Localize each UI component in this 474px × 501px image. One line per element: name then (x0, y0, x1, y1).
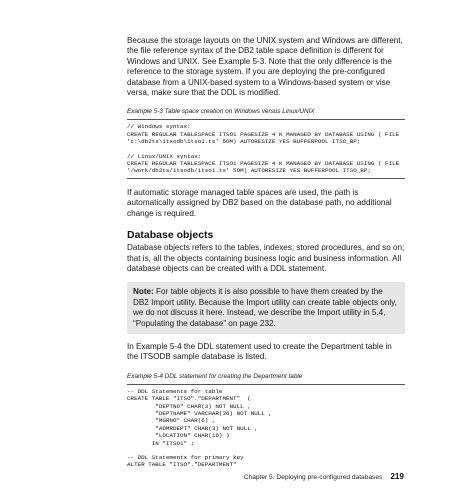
ddl-table-comment: -- DDL Statements for table (127, 387, 223, 395)
note-label: Note: (133, 287, 154, 297)
automatic-storage-paragraph: If automatic storage managed table spaces are used, the path is automatically assigned by DB2 based on the database path, no additional change is required. (127, 187, 392, 218)
ddl-primary-key-comment: -- DDL Statements for primary key (127, 454, 244, 461)
note-box (127, 282, 405, 334)
windows-syntax-code: // Windows syntax: CREATE REGULAR TABLESPACE ITSO1 PAGESIZE 4 K MANAGED BY DATABASE USING ( FILE 'c:\db2ts\itsodb\itso1.ts' 5OM) AUTORESIZE YES BUFFERPOOL ITSO_BP; (127, 123, 400, 146)
create-table-code: CREATE TABLE "ITSO"."DEPARTMENT" ( "DEPTNO" CHAR(3) NOT NULL , "DEPTNAME" VARCHAR(36) NOT NULL , "MGRNO" CHAR(6) , "ADMRDEPT" CHAR(3) NOT NULL , "LOCATION" CHAR(16) ) IN "ITSO1" ; (127, 395, 272, 447)
example-5-3-caption: Example 5-3 Table space creation on Windows versus Linux/UNIX (127, 108, 315, 116)
page-number: 219 (390, 472, 404, 481)
note-text: For table objects it is also possible to have them created by the DB2 Import utility. Because the Import utility can create table objects only, we do not discuss it here. Instead, we describe the Import utility in 5.4, “Populating the database” on page 232. (133, 287, 397, 328)
example-5-4-caption: Example 5-4 DDL statement for creating the Department table (127, 372, 303, 380)
unix-syntax-code: // Linux/UNIX syntax: CREATE REGULAR TABLESPACE ITSO1 PAGESIZE 4 K MANAGED BY DATABASE USING ( FILE '/work/db2ts/itsodb/itso1.ts' 5OM) AUTORESIZE YES BUFFERPOOL ITSO_BP; (127, 152, 400, 175)
example-intro-paragraph: In Example 5-4 the DDL statement used to create the Department table in the ITSODB sample database is listed. (127, 341, 392, 362)
footer-chapter: Chapter 5. Deploying pre-configured databases (243, 474, 383, 481)
document-page (127, 36, 405, 472)
example-5-4-code-block (127, 384, 405, 472)
page-footer (234, 472, 404, 482)
example-5-3-code-block (127, 119, 405, 178)
intro-paragraph: Because the storage layouts on the UNIX system and Windows are different, the file reference syntax of the DB2 table space definition is different for Windows and UNIX. See Example 5-3. Note that the only difference is the reference to the storage system. If you are deploying the pre-configured database from a UNIX-based system to a Windows-based system or vise versa, make sure that the DDL is modified. (127, 36, 403, 98)
section-heading: Database objects (127, 229, 214, 242)
database-objects-paragraph: Database objects refers to the tables, indexes, stored procedures, and so on; that is, all the objects containing business logic and business information. All database objects can be created with a DDL statement. (127, 243, 405, 273)
alter-table-code: ALTER TABLE "ITSO"."DEPARTMENT" (127, 461, 237, 469)
